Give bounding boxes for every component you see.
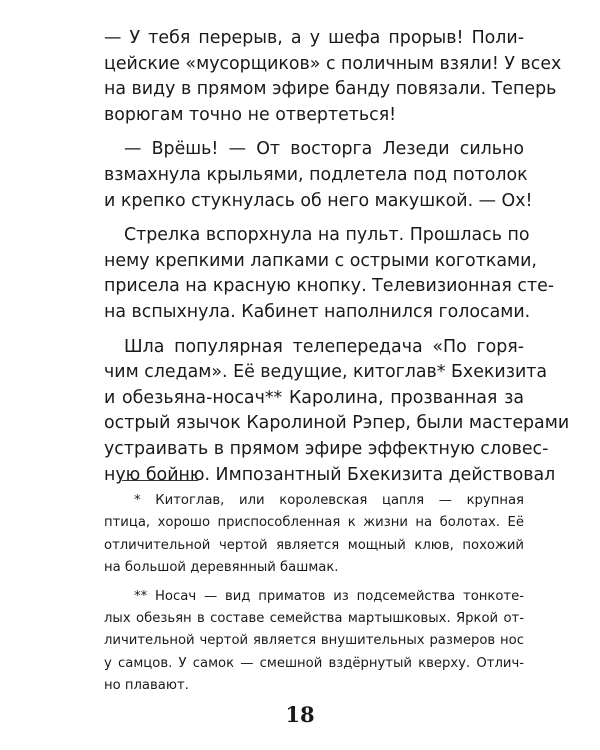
footnote-line: но плавают. xyxy=(104,678,189,694)
footnote-line: у самцов. У самок — смешной вздёрнутый кверху. Отлич- xyxy=(104,655,524,671)
text-line: устраивать в прямом эфире эффектную словес- xyxy=(104,438,549,459)
text-line: Стрелка вспорхнула на пульт. Прошлась по xyxy=(124,225,530,246)
text-line: на виду в прямом эфире банду повязали. Теперь xyxy=(104,79,557,100)
footnote-line: ** Носач — вид приматов из подсемейства тонкоте- xyxy=(134,588,524,604)
paragraph-4 xyxy=(104,335,570,489)
paragraph-2 xyxy=(104,137,533,214)
main-text xyxy=(104,26,570,488)
text-line: — Врёшь! — От восторга Лезеди сильно xyxy=(124,139,524,160)
footnote-line: личительной чертой является внушительных размеров нос xyxy=(104,633,524,649)
paragraph-1 xyxy=(104,26,562,128)
text-line: и обезьяна-носач** Каролина, прозванная за xyxy=(104,387,524,408)
text-line: и крепко стукнулась об него макушкой. — Ох! xyxy=(104,190,533,211)
text-line: чим следам». Её ведущие, китоглав* Бхекизита xyxy=(104,362,548,383)
text-line: цейские «мусорщиков» с поличным взяли! У всех xyxy=(104,53,562,74)
footnote-1 xyxy=(104,490,524,580)
text-line: на вспыхнула. Кабинет наполнился голосами. xyxy=(104,301,531,322)
footnote-divider xyxy=(122,480,198,481)
text-line: Шла популярная телепередача «По горя- xyxy=(124,336,524,357)
footnote-line: отличительной чертой является мощный клюв, похожий xyxy=(104,537,524,553)
text-line: взмахнула крыльями, подлетела под потолок xyxy=(104,164,528,185)
text-line: ную бойню. Импозантный Бхекизита действовал xyxy=(104,464,556,485)
text-line: ворюгам точно не отвертеться! xyxy=(104,104,397,125)
footnote-line: * Китоглав, или королевская цапля — крупная xyxy=(134,493,524,508)
text-line: присела на красную кнопку. Телевизионная сте- xyxy=(104,276,555,297)
text-line: — У тебя перерыв, а у шефа прорыв! Поли- xyxy=(104,28,524,48)
page-number: 18 xyxy=(285,702,315,727)
text-line: нему крепкими лапками с острыми коготками, xyxy=(104,250,537,271)
text-line: острый язычок Каролиной Рэпер, были мастерами xyxy=(104,413,570,434)
footnote-line: на большой деревянный башмак. xyxy=(104,560,339,576)
footnotes xyxy=(104,490,524,698)
footnote-line: лых обезьян в составе семейства мартышковых. Яркой от- xyxy=(104,611,524,627)
paragraph-3 xyxy=(104,223,555,325)
footnote-2 xyxy=(104,586,524,698)
footnote-line: птица, хорошо приспособленная к жизни на болотах. Её xyxy=(104,515,524,531)
